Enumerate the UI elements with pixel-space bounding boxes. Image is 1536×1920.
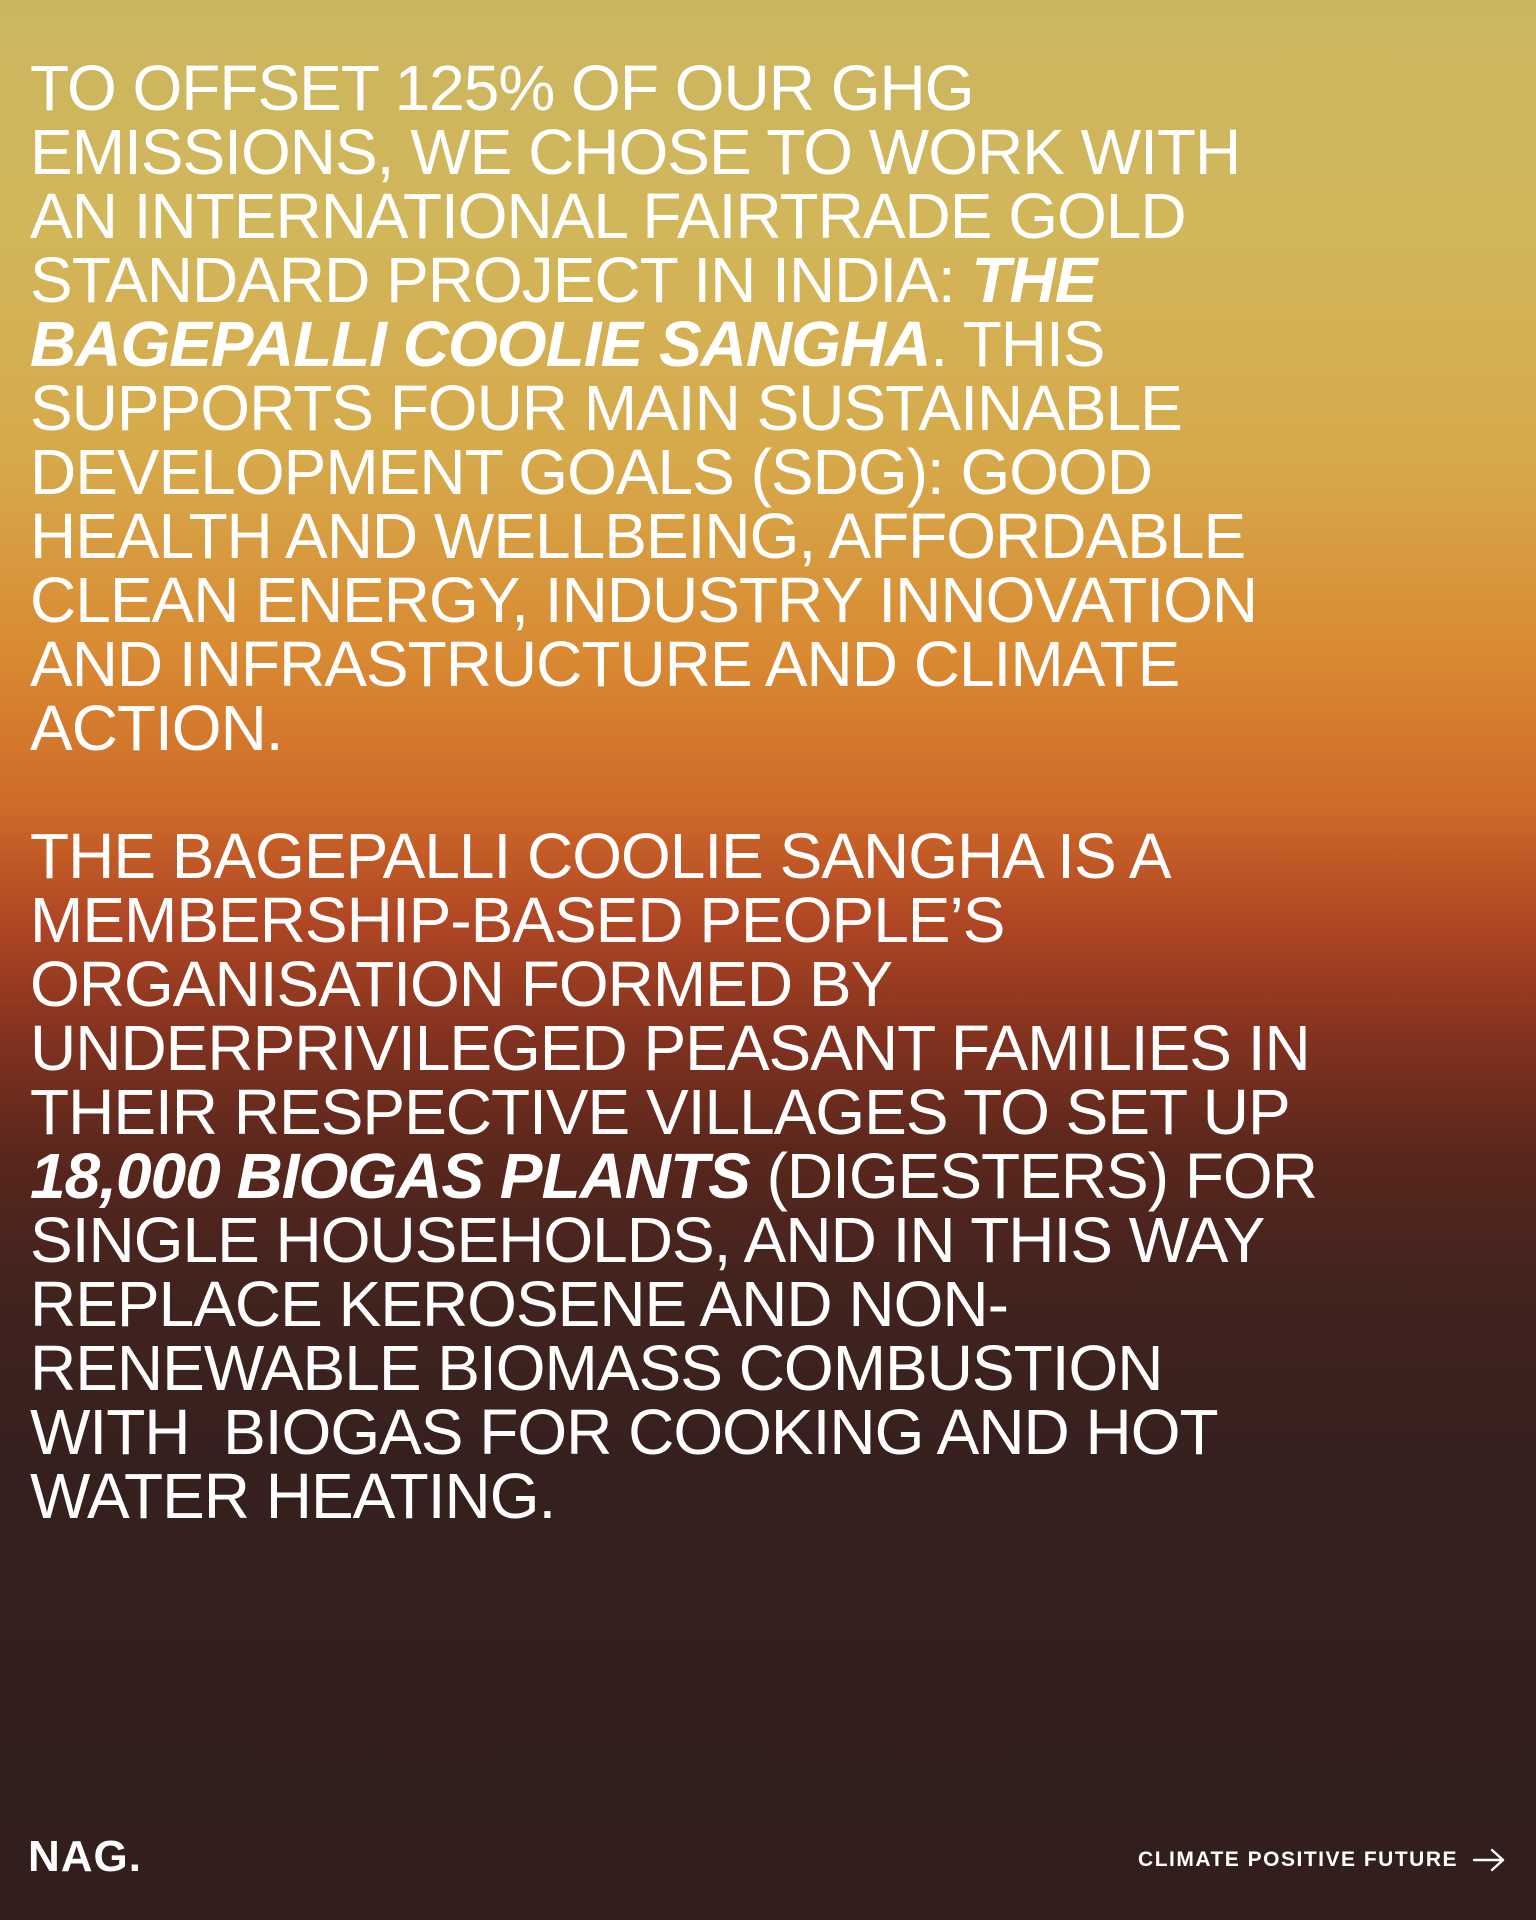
text-segment: STANDARD PROJECT IN INDIA: bbox=[30, 244, 972, 316]
text-line: WITH BIOGAS FOR COOKING AND HOT bbox=[30, 1396, 1218, 1468]
project-name-emphasis: BAGEPALLI COOLIE SANGHA bbox=[30, 308, 931, 380]
nag-logo[interactable]: NAG. bbox=[28, 1832, 142, 1881]
text-line bbox=[30, 308, 1480, 380]
text-line: REPLACE KEROSENE AND NON- bbox=[30, 1268, 1008, 1340]
text-line: THEIR RESPECTIVE VILLAGES TO SET UP bbox=[30, 1076, 1290, 1148]
text-line: DEVELOPMENT GOALS (SDG): GOOD bbox=[30, 436, 1153, 508]
arrow-right-icon bbox=[1472, 1848, 1506, 1872]
next-section-label: CLIMATE POSITIVE FUTURE bbox=[1138, 1848, 1458, 1871]
paragraph-sangha bbox=[30, 820, 1480, 1532]
footer bbox=[0, 1800, 1536, 1920]
text-line: THE BAGEPALLI COOLIE SANGHA IS A bbox=[30, 820, 1171, 892]
project-name-emphasis: THE bbox=[971, 244, 1097, 316]
text-line bbox=[30, 244, 1480, 316]
body-copy bbox=[30, 52, 1480, 1532]
text-line: AND INFRASTRUCTURE AND CLIMATE bbox=[30, 628, 1180, 700]
text-line: SINGLE HOUSEHOLDS, AND IN THIS WAY bbox=[30, 1204, 1265, 1276]
text-line: WATER HEATING. bbox=[30, 1460, 556, 1532]
text-line: UNDERPRIVILEGED PEASANT FAMILIES IN bbox=[30, 1012, 1310, 1084]
biogas-plants-emphasis: 18,000 BIOGAS PLANTS bbox=[30, 1140, 750, 1212]
text-line: RENEWABLE BIOMASS COMBUSTION bbox=[30, 1332, 1163, 1404]
text-line: ORGANISATION FORMED BY bbox=[30, 948, 893, 1020]
paragraph-offset bbox=[30, 52, 1480, 764]
text-line: TO OFFSET 125% OF OUR GHG bbox=[30, 52, 974, 124]
next-section-link[interactable] bbox=[1138, 1848, 1506, 1872]
text-line: AN INTERNATIONAL FAIRTRADE GOLD bbox=[30, 180, 1186, 252]
text-line: HEALTH AND WELLBEING, AFFORDABLE bbox=[30, 500, 1246, 572]
text-line: SUPPORTS FOUR MAIN SUSTAINABLE bbox=[30, 372, 1182, 444]
text-line: MEMBERSHIP-BASED PEOPLE’S bbox=[30, 884, 1005, 956]
text-line: EMISSIONS, WE CHOSE TO WORK WITH bbox=[30, 116, 1241, 188]
text-segment: (DIGESTERS) FOR bbox=[749, 1140, 1317, 1212]
text-line: ACTION. bbox=[30, 692, 283, 764]
text-line: CLEAN ENERGY, INDUSTRY INNOVATION bbox=[30, 564, 1258, 636]
text-line bbox=[30, 1140, 1480, 1212]
text-segment: . THIS bbox=[930, 308, 1105, 380]
